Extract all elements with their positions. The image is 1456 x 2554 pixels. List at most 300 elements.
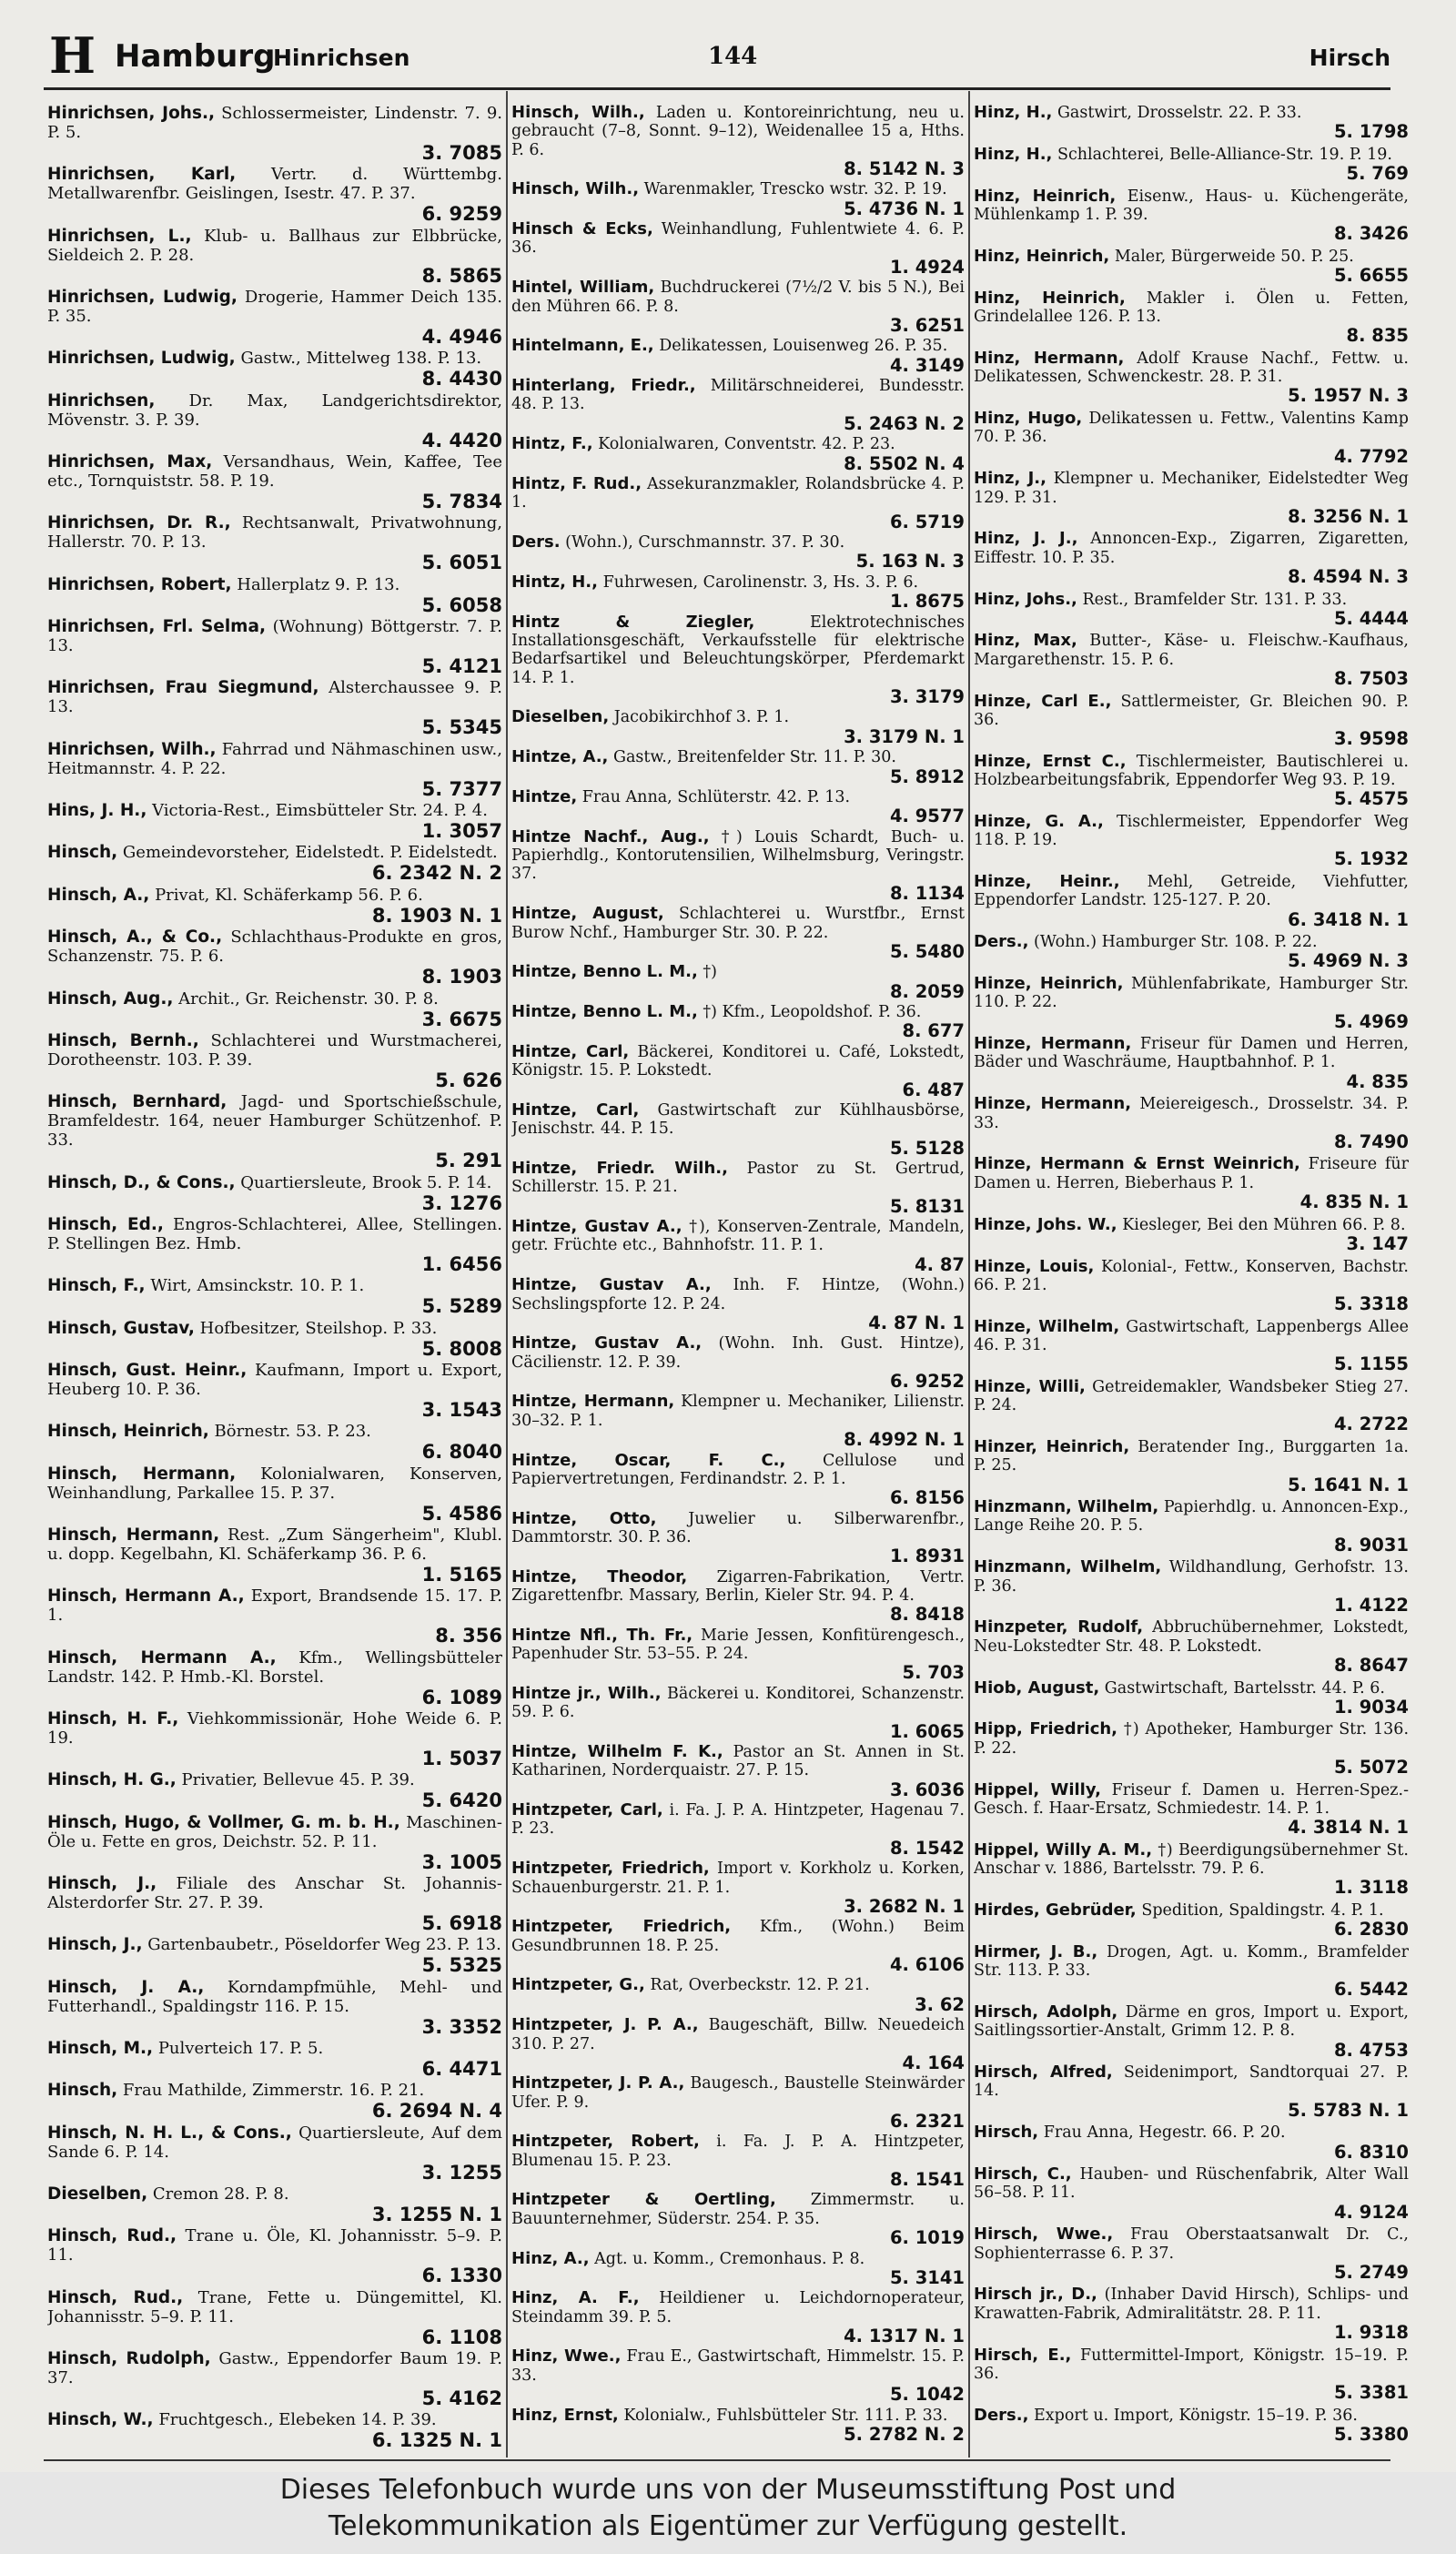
entry-name: Hinsch, Heinrich, bbox=[47, 1422, 209, 1442]
entry-text bbox=[47, 740, 502, 778]
entry-name: Hinsch, Hermann, bbox=[47, 1464, 237, 1484]
entry-text bbox=[511, 1276, 965, 1313]
entry-text bbox=[974, 2346, 1409, 2384]
entry-text bbox=[511, 475, 965, 512]
entry-name: Hirsch jr., D., bbox=[974, 2285, 1097, 2305]
phone-number: 6. 5719 bbox=[889, 511, 965, 532]
directory-entry bbox=[511, 1801, 965, 1859]
phone-number: 3. 7085 bbox=[421, 142, 502, 164]
entry-text bbox=[47, 989, 502, 1008]
entry-name: Hinterlang, Friedr., bbox=[511, 376, 696, 396]
entry-name: Hinsch, Wilh., bbox=[511, 104, 645, 122]
page-header bbox=[44, 27, 1390, 84]
entry-name: Hinrichsen, L., bbox=[47, 226, 192, 246]
phone-number: 5. 8131 bbox=[889, 1195, 965, 1217]
phone-number: 8. 677 bbox=[902, 1020, 965, 1042]
directory-entry bbox=[47, 1276, 502, 1317]
entry-name: Hinzer, Heinrich, bbox=[974, 1436, 1130, 1456]
entry-name: Hintze, Otto, bbox=[511, 1508, 657, 1528]
entry-name: Hirsch, Adolph, bbox=[974, 2002, 1118, 2022]
entry-details: Mehl, Getreide, Viehfutter, Eppendorfer Landstr. 125-127. P. 20. bbox=[974, 873, 1409, 910]
phone-number: 8. 5502 N. 4 bbox=[844, 452, 965, 474]
last-entry-keyword: Hirsch bbox=[1309, 45, 1390, 71]
phone-number: 1. 9318 bbox=[1333, 2322, 1409, 2344]
phone-number: 5. 6655 bbox=[1333, 265, 1409, 287]
directory-entry bbox=[974, 1378, 1409, 1435]
entry-text bbox=[974, 2285, 1409, 2323]
entry-text bbox=[511, 613, 965, 687]
entry-details: Gemeindevorsteher, Eidelstedt. P. Eidelstedt. bbox=[122, 843, 498, 863]
phone-number: 8. 1541 bbox=[889, 2168, 965, 2190]
phone-number: 5. 703 bbox=[902, 1662, 965, 1684]
entry-details: (Wohn. Inh. Gust. Hintze), Cäcilienstr. 12. P. 39. bbox=[511, 1334, 965, 1372]
entry-name: Hinrichsen, Frau Siegmund, bbox=[47, 678, 319, 698]
entry-name: Hintzpeter, Robert, bbox=[511, 2132, 700, 2152]
phone-number: 1. 4122 bbox=[1333, 1594, 1409, 1616]
phone-number: 6. 1019 bbox=[889, 2227, 965, 2249]
entry-text bbox=[974, 1216, 1409, 1234]
directory-entry bbox=[511, 2289, 965, 2346]
phone-number: 8. 4753 bbox=[1333, 2039, 1409, 2061]
entry-name: Hintze, Benno L. M., bbox=[511, 1002, 698, 1022]
phone-number: 1. 8675 bbox=[889, 591, 965, 613]
phone-number: 5. 4162 bbox=[421, 2387, 502, 2410]
phone-number: 3. 1255 bbox=[421, 2161, 502, 2184]
entry-details: (Wohnung) Böttgerstr. 7. P. 13. bbox=[47, 617, 502, 656]
phone-number: 1. 3118 bbox=[1333, 1877, 1409, 1899]
entry-details: Victoria-Rest., Eimsbütteler Str. 24. P. 4. bbox=[152, 801, 488, 821]
directory-entry bbox=[974, 1438, 1409, 1495]
phone-number: 5. 769 bbox=[1346, 163, 1409, 185]
directory-entry bbox=[511, 279, 965, 336]
entry-name: Hinrichsen, bbox=[47, 390, 156, 410]
phone-number: 6. 3418 N. 1 bbox=[1288, 908, 1409, 930]
entry-details: (Inhaber David Hirsch), Schlips- und Krawatten-Fabrik, Admiralitätstr. 28. P. 11. bbox=[974, 2285, 1409, 2323]
entry-details: Friseur f. Damen u. Herren-Spez.-Gesch. f. Haar-Ersatz, Schmiedestr. 14. P. 1. bbox=[974, 1780, 1409, 1818]
phone-number: 1. 8931 bbox=[889, 1546, 965, 1567]
directory-entry bbox=[511, 708, 965, 747]
phone-number: 1. 4924 bbox=[889, 256, 965, 278]
entry-name: Hintze, Oscar, F. C., bbox=[511, 1450, 786, 1470]
entry-name: Hinsch, F., bbox=[47, 1276, 146, 1296]
entry-text bbox=[511, 963, 965, 981]
phone-number: 6. 1108 bbox=[421, 2326, 502, 2348]
directory-entry bbox=[974, 632, 1409, 689]
entry-name: Hinsch & Ecks, bbox=[511, 219, 653, 239]
directory-entry bbox=[974, 1943, 1409, 2001]
entry-text bbox=[974, 350, 1409, 387]
entry-text bbox=[47, 513, 502, 552]
entry-text bbox=[47, 886, 502, 905]
entry-name: Hintzpeter, Friedrich, bbox=[511, 1917, 732, 1937]
entry-details: Rat, Overbeckstr. 12. P. 21. bbox=[650, 1976, 870, 1995]
entry-text bbox=[511, 1334, 965, 1372]
entry-name: Hinsch, Bernhard, bbox=[47, 1092, 228, 1112]
entry-details: Gastwirtschaft, Lappenbergs Allee 46. P. 31. bbox=[974, 1317, 1409, 1354]
entry-name: Hins, J. H., bbox=[47, 801, 147, 821]
directory-entry bbox=[47, 1525, 502, 1586]
entry-text bbox=[511, 1101, 965, 1139]
entry-text bbox=[47, 575, 502, 594]
entry-text bbox=[974, 2063, 1409, 2101]
entry-name: Hinzmann, Wilhelm, bbox=[974, 1557, 1162, 1577]
entry-details: Friseur für Damen und Herren, Bäder und Waschräume, Hauptbahnhof. P. 1. bbox=[974, 1035, 1409, 1072]
entry-details: Korndampfmühle, Mehl- und Futterhandl., Spaldingstr 116. P. 15. bbox=[47, 1977, 502, 2016]
section-letter: H bbox=[49, 26, 96, 85]
phone-number: 5. 4736 N. 1 bbox=[844, 198, 965, 219]
directory-entry bbox=[47, 2288, 502, 2348]
entry-details: †) Louis Schardt, Buch- u. Papierhdlg., Kontorutensilien, Wilhelmsburg, Veringstr. 37. bbox=[511, 827, 965, 884]
phone-number: 5. 1042 bbox=[889, 2384, 965, 2406]
phone-number: 5. 4586 bbox=[421, 1502, 502, 1525]
entry-details: Jagd- und Sportschießschule, Bramfeldestr. 164, neuer Hamburger Schützenhof. P. 33. bbox=[47, 1092, 502, 1150]
entry-name: Hintz, F. Rud., bbox=[511, 474, 642, 494]
directory-entry bbox=[511, 1452, 965, 1509]
entry-details: Privatier, Bellevue 45. P. 39. bbox=[181, 1770, 415, 1790]
phone-number: 4. 835 N. 1 bbox=[1299, 1191, 1409, 1213]
directory-entry bbox=[511, 1510, 965, 1567]
entry-details: Cremon 28. P. 8. bbox=[152, 2184, 289, 2204]
entry-details: Bäckerei u. Konditorei, Schanzenstr. 59. P. 6. bbox=[511, 1684, 965, 1722]
entry-name: Hinrichsen, Ludwig, bbox=[47, 288, 238, 308]
directory-entry bbox=[511, 435, 965, 474]
entry-details: Kfm., (Wohn.) Beim Gesundbrunnen 18. P. 25. bbox=[511, 1918, 965, 1955]
entry-text bbox=[974, 1841, 1409, 1879]
phone-number: 8. 1903 N. 1 bbox=[371, 904, 502, 927]
entry-name: Hintzpeter, Friedrich, bbox=[511, 1859, 710, 1879]
entry-details: Hallerplatz 9. P. 13. bbox=[237, 574, 400, 594]
directory-entry bbox=[47, 843, 502, 884]
directory-entry bbox=[47, 2081, 502, 2122]
entry-text bbox=[511, 104, 965, 159]
entry-name: Hintze, Wilhelm F. K., bbox=[511, 1742, 723, 1762]
entry-name: Ders., bbox=[974, 932, 1029, 952]
directory-entry bbox=[47, 1173, 502, 1214]
phone-number: 8. 835 bbox=[1346, 325, 1409, 347]
directory-entry bbox=[47, 1648, 502, 1708]
entry-text bbox=[511, 1003, 965, 1021]
entry-text bbox=[47, 1935, 502, 1954]
entry-details: Zigarren-Fabrikation, Vertr. Zigarettenfbr. Massary, Berlin, Kieler Str. 94. P. 4. bbox=[511, 1567, 965, 1606]
directory-entry bbox=[47, 1813, 502, 1873]
entry-details: Inh. F. Hintze, (Wohn.) Sechslingspforte 12. P. 24. bbox=[511, 1276, 965, 1313]
entry-text bbox=[511, 279, 965, 316]
entry-details: Warenmakler, Trescko wstr. 32. P. 19. bbox=[643, 180, 947, 199]
phone-number: 5. 7377 bbox=[421, 777, 502, 800]
directory-entry bbox=[47, 2410, 502, 2451]
entry-name: Hintze, Friedr. Wilh., bbox=[511, 1159, 728, 1179]
directory-entry bbox=[511, 1043, 965, 1100]
entry-name: Hintzpeter, J. P. A., bbox=[511, 2015, 699, 2035]
phone-number: 4. 6106 bbox=[889, 1953, 965, 1975]
entry-text bbox=[47, 2123, 502, 2162]
entry-name: Hintze, bbox=[511, 787, 578, 807]
phone-number: 4. 164 bbox=[902, 2052, 965, 2073]
directory-entry bbox=[511, 180, 965, 219]
entry-text bbox=[511, 748, 965, 766]
phone-number: 8. 1542 bbox=[889, 1837, 965, 1859]
entry-text bbox=[47, 227, 502, 265]
phone-number: 5. 5783 N. 1 bbox=[1288, 2099, 1409, 2121]
directory-entry bbox=[511, 2347, 965, 2405]
entry-details: Frau Mathilde, Zimmerstr. 16. P. 21. bbox=[122, 2081, 425, 2101]
entry-name: Hinz, A., bbox=[511, 2248, 590, 2268]
directory-entry bbox=[47, 1092, 502, 1171]
directory-entry bbox=[974, 1558, 1409, 1616]
entry-text bbox=[974, 530, 1409, 567]
entry-text bbox=[511, 788, 965, 806]
entry-details: Klempner u. Mechaniker, Eidelstedter Weg 129. P. 31. bbox=[974, 470, 1409, 507]
phone-number: 5. 3141 bbox=[889, 2266, 965, 2288]
entry-details: Abbruchübernehmer, Lokstedt, Neu-Lokstedter Str. 48. P. Lokstedt. bbox=[974, 1618, 1409, 1656]
directory-entry bbox=[511, 573, 965, 613]
entry-details: Kolonial-, Fettw., Konserven, Bachstr. 66. P. 21. bbox=[974, 1257, 1409, 1294]
entry-text bbox=[47, 2349, 502, 2387]
entry-text bbox=[974, 187, 1409, 225]
phone-number: 6. 9259 bbox=[421, 203, 502, 226]
directory-entry bbox=[974, 1618, 1409, 1676]
phone-number: 5. 3380 bbox=[1333, 2424, 1409, 2446]
entry-text bbox=[974, 1781, 1409, 1819]
entry-name: Hinz, Heinrich, bbox=[974, 246, 1110, 266]
entry-text bbox=[511, 1043, 965, 1080]
directory-entry bbox=[511, 2407, 965, 2446]
phone-number: 8. 5142 N. 3 bbox=[844, 157, 965, 179]
entry-text bbox=[974, 1558, 1409, 1596]
entry-name: Hinze, Heinrich, bbox=[974, 974, 1124, 994]
entry-name: Hintze jr., Wilh., bbox=[511, 1683, 662, 1703]
entry-details: Tischlermeister, Bautischlerei u. Holzbearbeitungsfabrik, Eppendorfer Weg 93. P. 19. bbox=[974, 752, 1409, 789]
entry-text bbox=[511, 2250, 965, 2268]
entry-name: Hinsch, A., bbox=[47, 885, 150, 905]
directory-entry bbox=[511, 2016, 965, 2073]
entry-details: Elektrotechnisches Installationsgeschäft, Verkaufsstelle für elektrische Bedarfsartikel und Beleuchtungskörper, Pferdemarkt 14. P. 1. bbox=[511, 613, 965, 687]
directory-entry bbox=[974, 2003, 1409, 2061]
entry-text bbox=[511, 1510, 965, 1547]
phone-number: 6. 2342 N. 2 bbox=[371, 862, 502, 885]
phone-number: 6. 4471 bbox=[421, 2058, 502, 2081]
entry-name: Hirsch, E., bbox=[974, 2345, 1072, 2365]
entry-name: Hinz, Heinrich, bbox=[974, 186, 1117, 206]
directory-entry bbox=[47, 2226, 502, 2286]
directory-entry bbox=[974, 1035, 1409, 1092]
phone-number: 8. 3426 bbox=[1333, 223, 1409, 245]
entry-details: Frau Oberstaatsanwalt Dr. C., Sophienterrasse 6. P. 37. bbox=[974, 2225, 1409, 2263]
entry-name: Hippel, Willy A. M., bbox=[974, 1839, 1153, 1860]
directory-entry bbox=[511, 828, 965, 904]
entry-details: Archit., Gr. Reichenstr. 30. P. 8. bbox=[178, 988, 439, 1008]
entry-text bbox=[47, 1525, 502, 1564]
entry-details: Kolonialwaren, Conventstr. 42. P. 23. bbox=[598, 435, 895, 454]
entry-text bbox=[974, 2003, 1409, 2041]
entry-text bbox=[511, 2289, 965, 2326]
entry-details: Delikatessen, Louisenweg 26. P. 35. bbox=[659, 337, 948, 356]
directory-entry bbox=[511, 1003, 965, 1042]
phone-number: 8. 356 bbox=[435, 1625, 502, 1647]
entry-details: Maler, Bürgerweide 50. P. 25. bbox=[1114, 247, 1354, 266]
entry-name: Hinrichsen, Dr. R., bbox=[47, 513, 231, 533]
entry-details: Makler i. Ölen u. Fetten, Grindelallee 126. P. 13. bbox=[974, 289, 1409, 327]
entry-text bbox=[974, 1438, 1409, 1475]
entry-details: †), Konserven-Zentrale, Mandeln, getr. Früchte etc., Bahnhofstr. 11. P. 1. bbox=[511, 1218, 965, 1255]
entry-details: Gastw., Eppendorfer Baum 19. P. 37. bbox=[47, 2349, 502, 2388]
entry-text bbox=[511, 1627, 965, 1664]
entry-details: †) Beerdigungsübernehmer St. Anschar v. 1886, Bartelsstr. 79. P. 6. bbox=[974, 1840, 1409, 1879]
entry-details: Schlachterei, Belle-Alliance-Str. 19. P. 19. bbox=[1057, 145, 1392, 164]
entry-details: Viehkommissionär, Hohe Weide 6. P. 19. bbox=[47, 1708, 502, 1748]
directory-entry bbox=[47, 740, 502, 800]
entry-details: Baugeschäft, Billw. Neuedeich 310. P. 27. bbox=[511, 2016, 965, 2053]
phone-number: 5. 1957 N. 3 bbox=[1288, 385, 1409, 407]
entry-text bbox=[511, 220, 965, 258]
directory-entry bbox=[974, 1720, 1409, 1778]
entry-text bbox=[974, 1258, 1409, 1295]
phone-number: 5. 1641 N. 1 bbox=[1288, 1474, 1409, 1495]
entry-details: Pastor an St. Annen in St. Katharinen, Norderquaistr. 27. P. 15. bbox=[511, 1743, 965, 1780]
directory-entry bbox=[511, 1860, 965, 1917]
entry-text bbox=[511, 2074, 965, 2112]
entry-text bbox=[47, 391, 502, 430]
entry-text bbox=[974, 248, 1409, 266]
entry-details: Meiereigesch., Drosselstr. 34. P. 33. bbox=[974, 1095, 1409, 1132]
entry-name: Hinzpeter, Rudolf, bbox=[974, 1617, 1144, 1637]
entry-text bbox=[511, 1568, 965, 1606]
entry-details: Export, Brandsende 15. 17. P. 1. bbox=[47, 1586, 502, 1626]
entry-details: Cellulose und Papiervertretungen, Ferdinandstr. 2. P. 1. bbox=[511, 1451, 965, 1488]
phone-number: 5. 3381 bbox=[1333, 2382, 1409, 2404]
directory-entry bbox=[974, 933, 1409, 972]
entry-name: Hinrichsen, Frl. Selma, bbox=[47, 617, 266, 637]
entry-name: Hinze, Willi, bbox=[974, 1376, 1086, 1396]
entry-text bbox=[47, 1648, 502, 1687]
entry-name: Hinsch, Hermann A., bbox=[47, 1647, 277, 1667]
entry-text bbox=[974, 2165, 1409, 2203]
entry-details: Privat, Kl. Schäferkamp 56. P. 6. bbox=[155, 885, 423, 905]
phone-number: 5. 1155 bbox=[1333, 1353, 1409, 1375]
phone-number: 8. 7503 bbox=[1333, 667, 1409, 689]
entry-text bbox=[511, 180, 965, 198]
directory-entry bbox=[511, 1976, 965, 2015]
directory-entry bbox=[47, 989, 502, 1030]
phone-number: 5. 3318 bbox=[1333, 1293, 1409, 1315]
entry-details: Schlachterei u. Wurstfbr., Ernst Burow Nchf., Hamburger Str. 30. P. 22. bbox=[511, 905, 965, 942]
directory-entry bbox=[974, 146, 1409, 185]
phone-number: 4. 4420 bbox=[421, 429, 502, 451]
entry-text bbox=[974, 2407, 1409, 2425]
entry-details: Kolonialw., Fuhlsbütteler Str. 111. P. 33. bbox=[623, 2406, 948, 2425]
entry-text bbox=[47, 1276, 502, 1295]
phone-number: 3. 3179 N. 1 bbox=[844, 725, 965, 747]
entry-text bbox=[47, 1813, 502, 1851]
provenance-footer bbox=[0, 2472, 1456, 2554]
directory-entry bbox=[47, 1215, 502, 1275]
directory-entry bbox=[974, 693, 1409, 750]
entry-text bbox=[974, 1679, 1409, 1698]
entry-details: Juwelier u. Silberwarenfbr., Dammtorstr. 30. P. 36. bbox=[511, 1509, 965, 1546]
entry-name: Ders. bbox=[511, 532, 561, 552]
phone-number: 8. 4992 N. 1 bbox=[844, 1429, 965, 1451]
entry-text bbox=[511, 435, 965, 453]
phone-number: 1. 5037 bbox=[421, 1747, 502, 1769]
phone-number: 5. 1798 bbox=[1333, 121, 1409, 143]
directory-entry bbox=[47, 227, 502, 287]
directory-column-2 bbox=[511, 104, 965, 2452]
phone-number: 8. 4430 bbox=[421, 368, 502, 390]
entry-details: Drogen, Agt. u. Komm., Bramfelder Str. 113. P. 33. bbox=[974, 1942, 1409, 1981]
entry-details: Marie Jessen, Konfitürengesch., Papenhuder Str. 53–55. P. 24. bbox=[511, 1626, 965, 1664]
directory-entry bbox=[511, 1276, 965, 1333]
phone-number: 4. 3814 N. 1 bbox=[1288, 1817, 1409, 1839]
entry-text bbox=[47, 165, 502, 203]
entry-details: Fahrrad und Nähmaschinen usw., Heitmannstr. 4. P. 22. bbox=[47, 739, 502, 778]
entry-details: Kiesleger, Bei den Mühren 66. P. 8. bbox=[1122, 1215, 1406, 1234]
entry-name: Hinsch, Rud., bbox=[47, 2287, 184, 2307]
entry-text bbox=[47, 1874, 502, 1912]
entry-name: Hinsch, A., & Co., bbox=[47, 927, 223, 948]
directory-entry bbox=[974, 1258, 1409, 1315]
directory-entry bbox=[47, 575, 502, 616]
entry-details: Gartenbaubetr., Pöseldorfer Weg 23. P. 13. bbox=[147, 1935, 501, 1955]
entry-name: Hinz, Wwe., bbox=[511, 2346, 622, 2367]
phone-number: 4. 3149 bbox=[889, 354, 965, 376]
entry-name: Hinz, Hugo, bbox=[974, 409, 1083, 429]
entry-text bbox=[974, 1618, 1409, 1656]
entry-details: Butter-, Käse- u. Fleischw.-Kaufhaus, Margarethenstr. 15. P. 6. bbox=[974, 632, 1409, 669]
entry-details: Annoncen-Exp., Zigarren, Zigaretten, Eiffestr. 10. P. 35. bbox=[974, 530, 1409, 567]
directory-entry bbox=[511, 748, 965, 787]
entry-name: Hintze, Gustav A., bbox=[511, 1333, 703, 1353]
entry-details: Wildhandlung, Gerhofstr. 13. P. 36. bbox=[974, 1558, 1409, 1596]
entry-details: (Wohn.), Curschmannstr. 37. P. 30. bbox=[565, 533, 845, 552]
directory-entry bbox=[974, 873, 1409, 930]
phone-number: 3. 1005 bbox=[421, 1850, 502, 1873]
entry-name: Hinsch, H. F., bbox=[47, 1708, 179, 1728]
entry-details: Maschinen-Öle u. Fette en gros, Deichstr. 52. P. 11. bbox=[47, 1812, 502, 1851]
directory-entry bbox=[47, 2184, 502, 2225]
entry-text bbox=[974, 1720, 1409, 1758]
entry-text bbox=[47, 2039, 502, 2058]
phone-number: 5. 6420 bbox=[421, 1789, 502, 1812]
phone-number: 5. 7834 bbox=[421, 491, 502, 513]
phone-number: 6. 5442 bbox=[1333, 1979, 1409, 2001]
entry-details: Tischlermeister, Eppendorfer Weg 118. P. 19. bbox=[974, 812, 1409, 850]
entry-text bbox=[974, 1378, 1409, 1415]
phone-number: 8. 8418 bbox=[889, 1604, 965, 1626]
entry-name: Hinsch, D., & Cons., bbox=[47, 1172, 236, 1192]
directory-entry bbox=[511, 1160, 965, 1217]
phone-number: 3. 3179 bbox=[889, 685, 965, 707]
entry-details: Mühlenfabrikate, Hamburger Str. 110. P. 22. bbox=[974, 975, 1409, 1012]
entry-name: Hintze, Theodor, bbox=[511, 1566, 688, 1586]
entry-text bbox=[974, 1901, 1409, 1920]
directory-entry bbox=[974, 248, 1409, 287]
entry-name: Hinze, Hermann, bbox=[974, 1094, 1132, 1114]
phone-number: 6. 2321 bbox=[889, 2110, 965, 2132]
entry-text bbox=[511, 1452, 965, 1489]
entry-text bbox=[47, 2288, 502, 2326]
entry-text bbox=[974, 873, 1409, 910]
entry-text bbox=[511, 573, 965, 592]
entry-details: Hofbesitzer, Steilshop. P. 33. bbox=[199, 1318, 438, 1338]
entry-name: Hintzpeter, G., bbox=[511, 1975, 645, 1995]
entry-details: Bäckerei, Konditorei u. Café, Lokstedt, Königstr. 15. P. Lokstedt. bbox=[511, 1042, 965, 1080]
phone-number: 4. 9124 bbox=[1333, 2201, 1409, 2223]
entry-text bbox=[511, 708, 965, 726]
entry-details: Gastwirtschaft zur Kühlhausbörse, Jenischstr. 44. P. 15. bbox=[511, 1101, 965, 1139]
directory-entry bbox=[511, 1101, 965, 1159]
entry-name: Hinrichsen, Johs., bbox=[47, 104, 216, 123]
entry-details: Klempner u. Mechaniker, Lilienstr. 30–32. P. 1. bbox=[511, 1393, 965, 1430]
